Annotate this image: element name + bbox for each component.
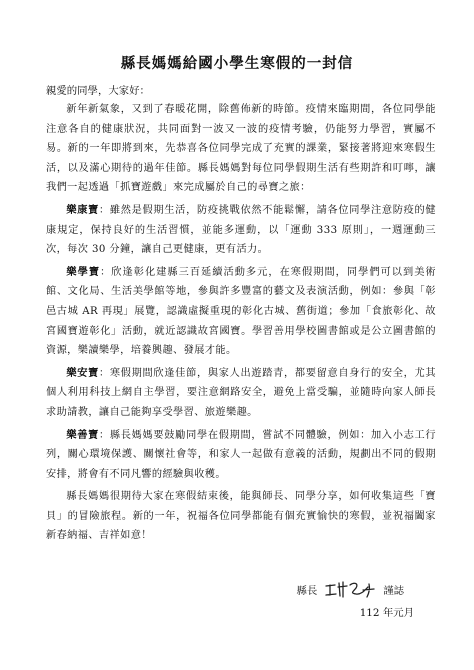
- item-label: 樂善寶: [66, 428, 100, 441]
- item-label: 樂安寶: [66, 366, 100, 379]
- item-paragraph-kindness: [46, 426, 436, 485]
- letter-body: [46, 100, 436, 549]
- greeting: 親愛的同學，大家好：: [46, 85, 150, 97]
- item-paragraph-learning: [46, 263, 436, 361]
- item-text: ：雖然是假期生活，防疫挑戰依然不能鬆懈，請各位同學注意防疫的健康規定，保持良好的生活習慣，並能多運動，以「運動 333 原則」，一週運動三次，每次 30 分鐘，讓自己更健康，更有活力。: [46, 204, 436, 256]
- closing-paragraph: 縣長媽媽很期待大家在寒假結束後，能與師長、同學分享，如何收集這些「寶貝」的冒險旅程。新的一年，祝福各位同學都能有個充實愉快的寒假，並祝福闔家新春納福、吉祥如意！: [46, 491, 436, 542]
- intro-paragraph: 新年新氣象，又到了春暖花開，除舊佈新的時節。疫情來臨期間，各位同學能注意各自的健康狀況，共同面對一波又一波的疫情考驗，仍能努力學習，實屬不易。新的一年即將到來，先恭喜各位同學完成了充實的課業，緊接著將迎來寒假生活，以及滿心期待的過年佳節。縣長媽媽對每位同學假期生活有些期許和叮嚀，讓我們一起透過「抓寶遊戲」來完成屬於自己的尋寶之旅：: [46, 104, 436, 194]
- item-label: 樂學寶: [66, 265, 101, 278]
- item-text: ：欣逢彰化建縣三百延續活動多元，在寒假期間，同學們可以到美術館、文化局、生活美學館等地，參與許多豐富的藝文及表演活動，例如：參與「彰邑古城 AR 再現」展覽，認識虛擬重現的彰化古城、舊街道；參加「食旅彰化、故宮國寶遊彰化」活動，就近認識故宮國寶。學習善用學校圖書館或是公立圖書館的資源，樂讀樂學，培養興趣、發展才能。: [46, 266, 437, 357]
- signature-line: [296, 578, 404, 600]
- item-label: 樂康寶: [66, 203, 100, 216]
- sign-prefix: 縣長: [296, 584, 318, 597]
- item-paragraph-health: [46, 201, 436, 260]
- item-paragraph-safety: [46, 364, 436, 423]
- letter-date: 112 年元月: [359, 607, 414, 619]
- handwritten-signature: [323, 578, 377, 600]
- letter-title: 縣長媽媽給國小學生寒假的一封信: [120, 55, 354, 72]
- item-text: ：縣長媽媽要鼓勵同學在假期間，嘗試不同體驗，例如：加入小志工行列，關心環境保護、關懷社會等，和家人一起做有意義的活動，規劃出不同的假期安排，將會有不同凡響的經驗與收穫。: [46, 429, 436, 480]
- item-text: ：寒假期間欣逢佳節，與家人出遊踏青，都要留意自身行的安全，尤其個人利用科技上網自主學習，要注意網路安全，避免上當受騙，並隨時向家人師長求助請教，讓自己能夠享受學習、旅遊樂趣。: [46, 367, 436, 418]
- sign-suffix: 謹誌: [383, 584, 404, 597]
